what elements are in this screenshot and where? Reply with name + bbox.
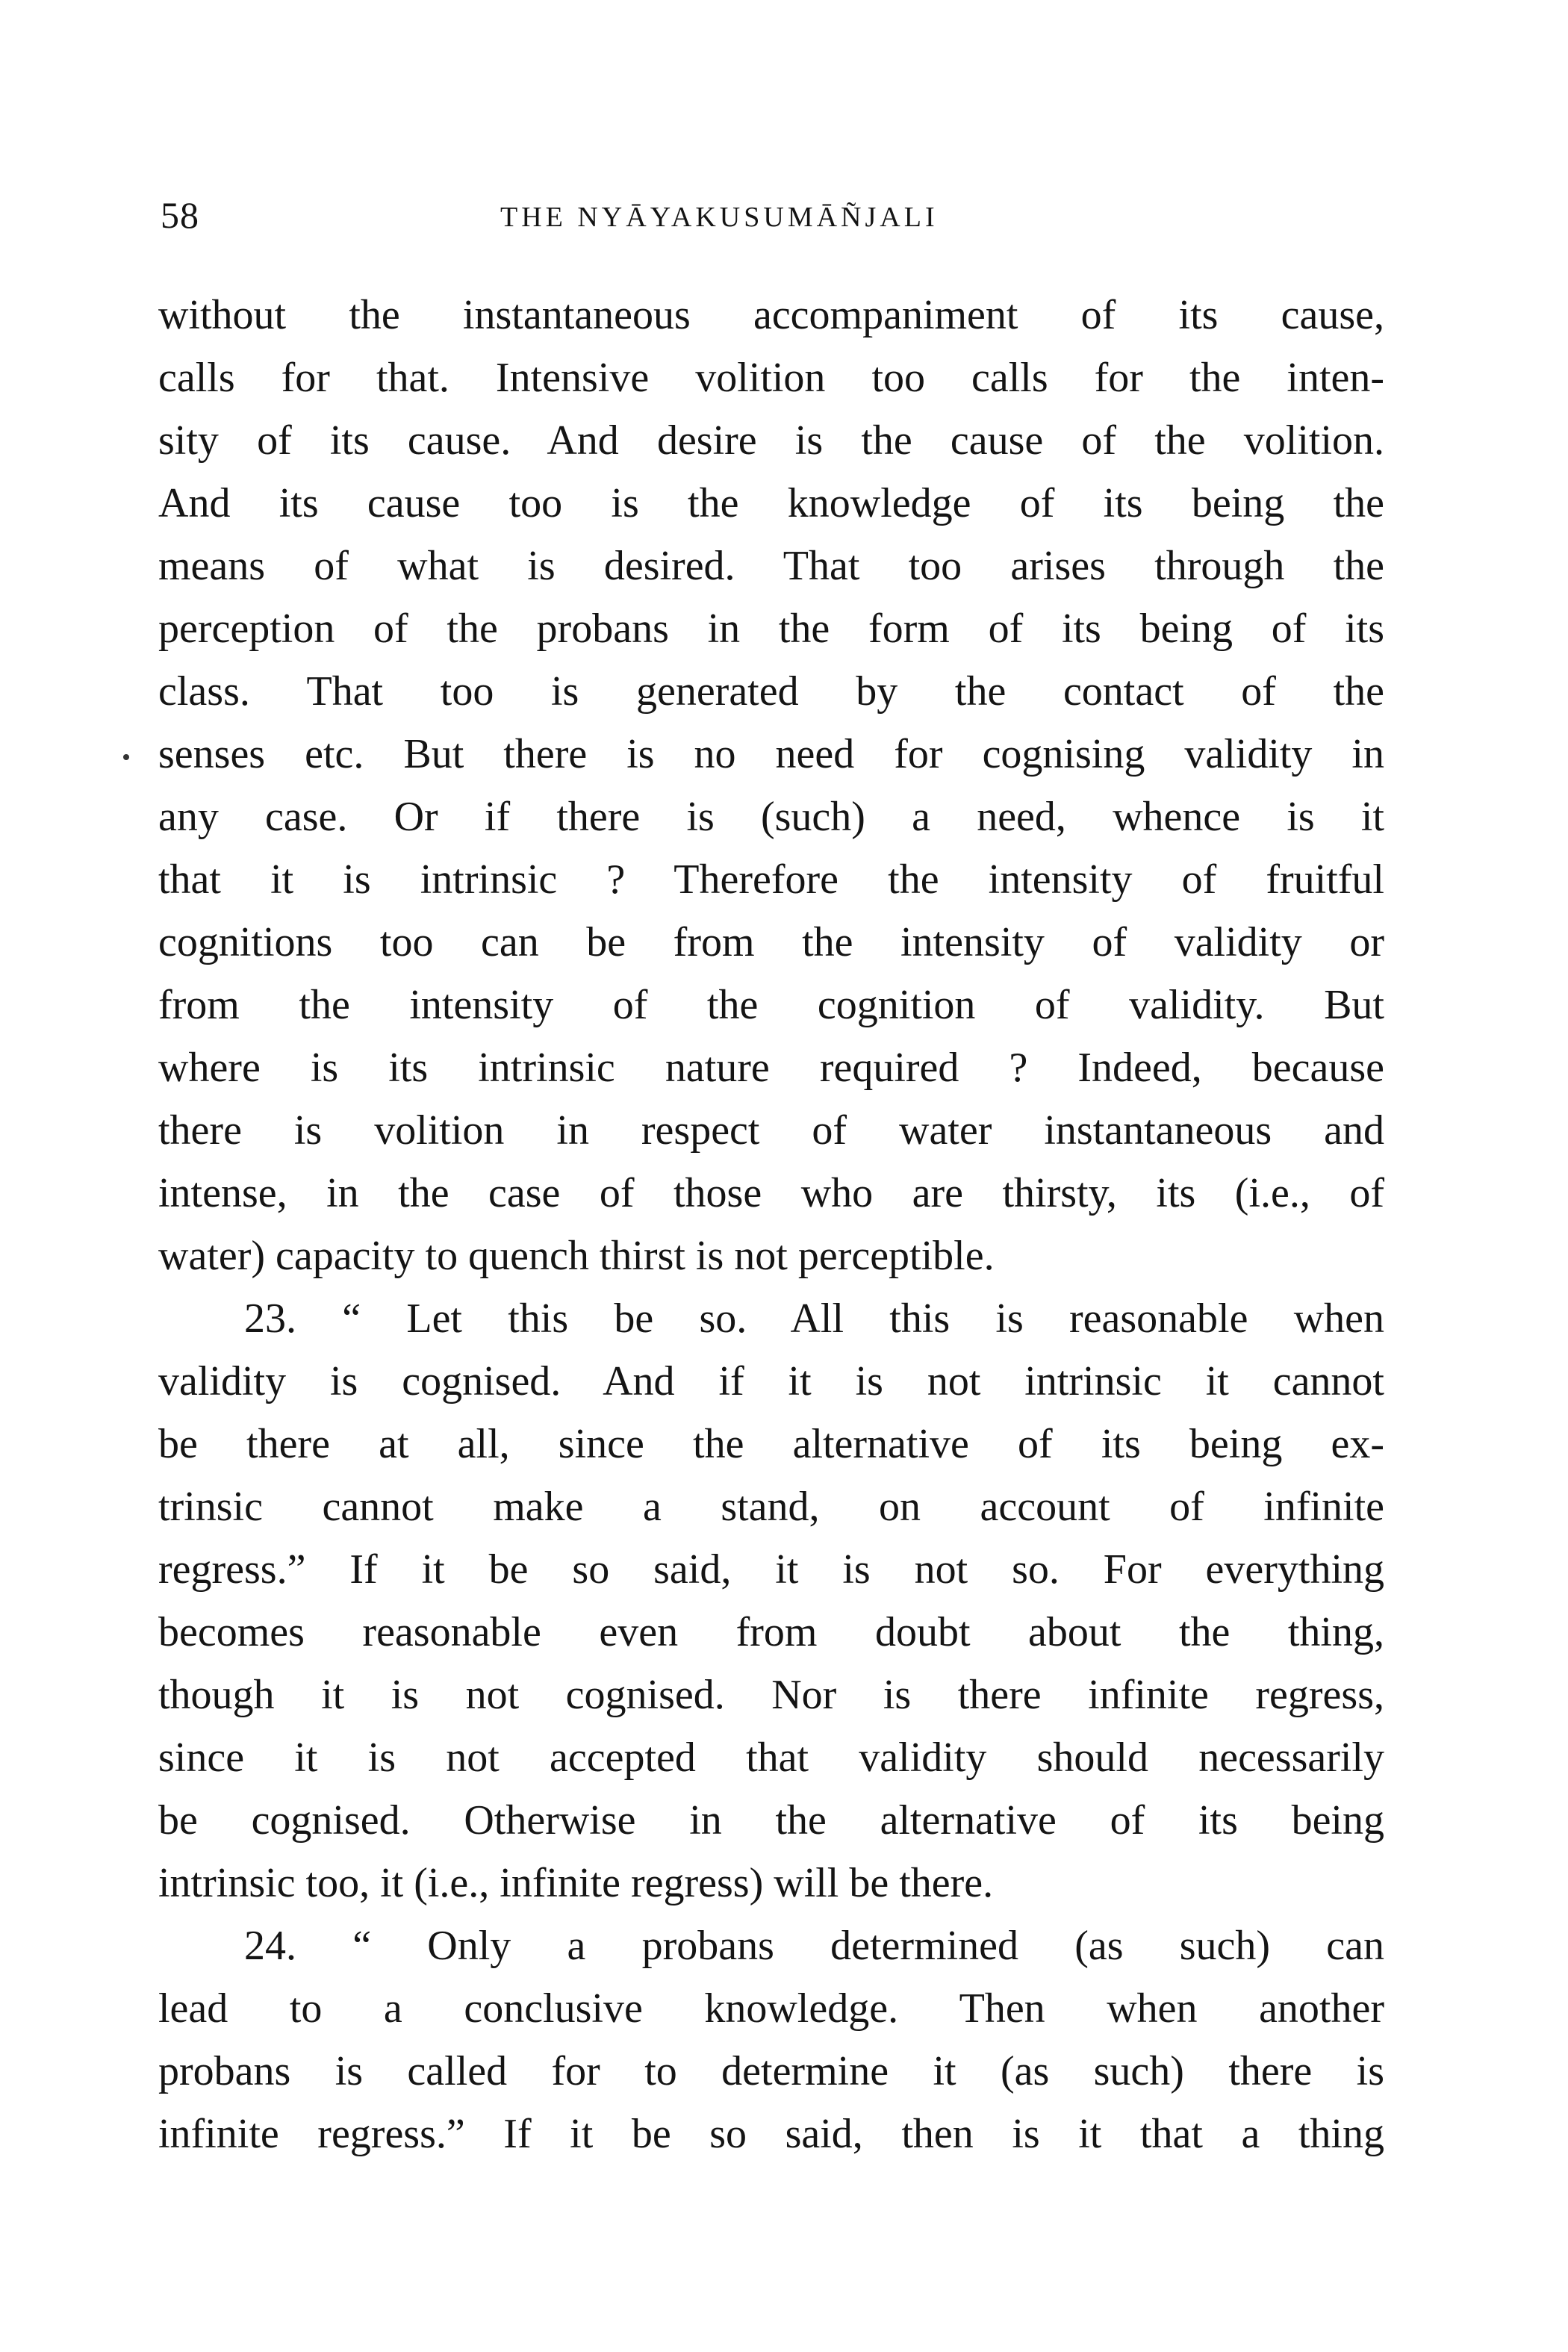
text-line: perception of the probans in the form of its being of its — [158, 606, 1384, 652]
page-header — [161, 193, 1370, 252]
margin-mark — [123, 754, 129, 760]
text-line: trinsic cannot make a stand, on account of infinite — [158, 1484, 1384, 1530]
text-line: where is its intrinsic nature required ? Indeed, because — [158, 1045, 1384, 1091]
text-line: And its cause too is the knowledge of its being the — [158, 480, 1384, 526]
text-line: intense, in the case of those who are thirsty, its (i.e., of — [158, 1170, 1384, 1216]
text-line: class. That too is generated by the contact of the — [158, 668, 1384, 715]
text-line: probans is called for to determine it (as such) there is — [158, 2048, 1384, 2094]
text-line: water) capacity to quench thirst is not perceptible. — [158, 1233, 995, 1279]
text-line: becomes reasonable even from doubt about the thing, — [158, 1609, 1384, 1655]
text-line: there is volition in respect of water instantaneous and — [158, 1107, 1384, 1154]
text-line: though it is not cognised. Nor is there infinite regress, — [158, 1672, 1384, 1718]
text-line: sity of its cause. And desire is the cause of the volition. — [158, 417, 1384, 464]
text-line: that it is intrinsic ? Therefore the intensity of fruitful — [158, 856, 1384, 903]
text-line: intrinsic too, it (i.e., infinite regress) will be there. — [158, 1860, 994, 1906]
text-line: cognitions too can be from the intensity of validity or — [158, 919, 1384, 965]
text-line: infinite regress.” If it be so said, then is it that a thing — [158, 2111, 1384, 2157]
text-line: since it is not accepted that validity should necessarily — [158, 1735, 1384, 1781]
paragraph-start-24: 24. “ Only a probans determined (as such) can — [244, 1923, 1384, 1969]
text-line: without the instantaneous accompaniment of its cause, — [158, 292, 1384, 338]
text-line: means of what is desired. That too arises through the — [158, 543, 1384, 589]
paragraph-start-23: 23. “ Let this be so. All this is reasonable when — [244, 1295, 1384, 1342]
text-line: lead to a conclusive knowledge. Then when another — [158, 1985, 1384, 2032]
text-line: senses etc. But there is no need for cognising validity in — [158, 731, 1384, 777]
text-line: be cognised. Otherwise in the alternative of its being — [158, 1797, 1384, 1844]
text-line: any case. Or if there is (such) a need, whence is it — [158, 794, 1384, 840]
page-number: 58 — [161, 194, 199, 236]
text-line: regress.” If it be so said, it is not so. For everything — [158, 1546, 1384, 1593]
text-line: be there at all, since the alternative of its being ex- — [158, 1421, 1384, 1467]
text-line: calls for that. Intensive volition too calls for the inten- — [158, 355, 1384, 401]
body-text — [158, 284, 1384, 2165]
text-line: from the intensity of the cognition of validity. But — [158, 982, 1384, 1028]
text-line: validity is cognised. And if it is not intrinsic it cannot — [158, 1358, 1384, 1404]
running-title: THE NYĀYAKUSUMĀÑJALI — [500, 202, 939, 233]
